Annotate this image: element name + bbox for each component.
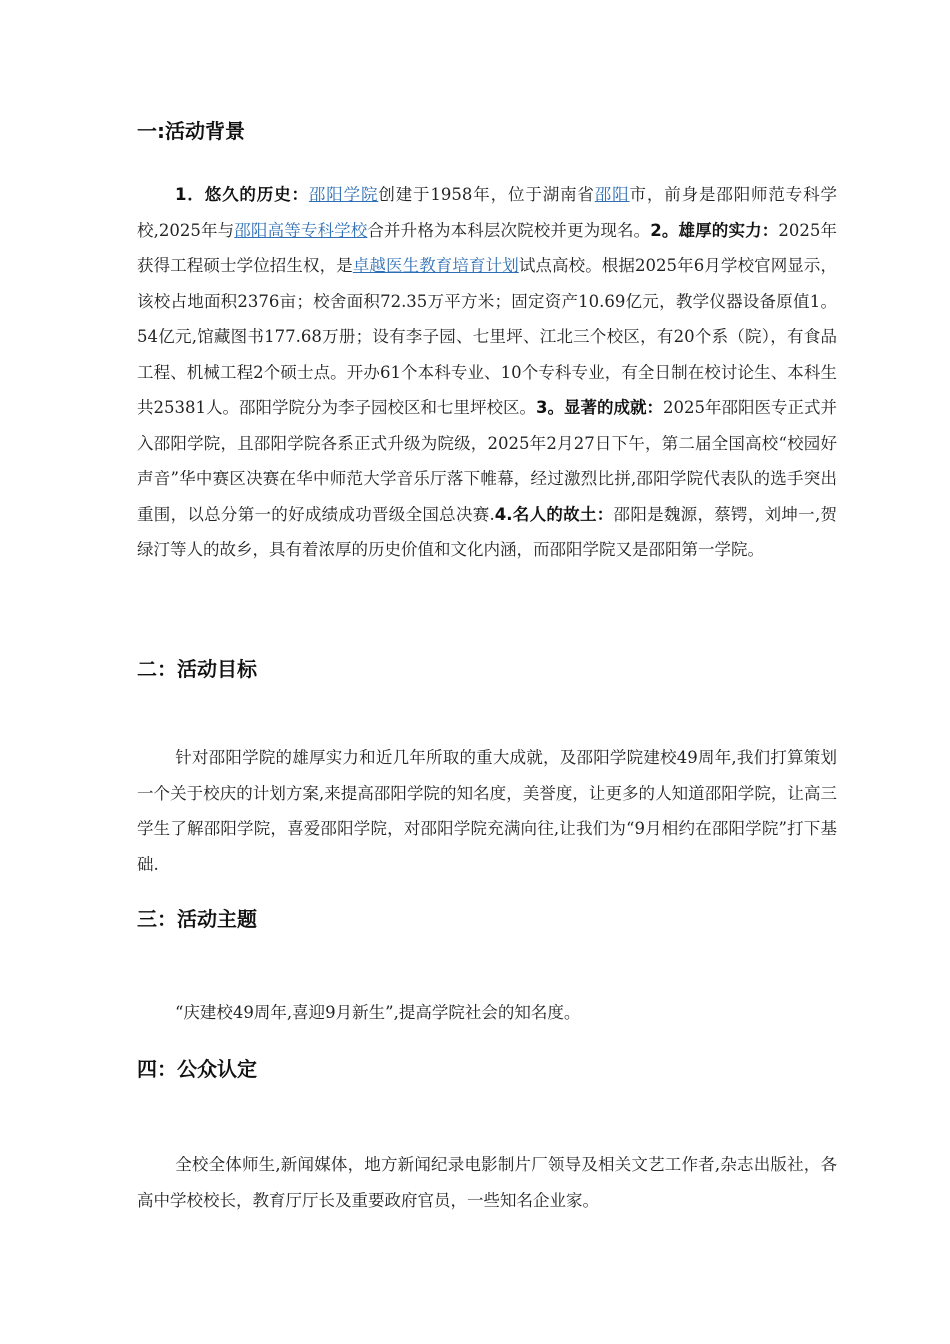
text-segment: 2025年邵阳医专正式并入邵阳学院，且邵阳学院各系正式升级为院级，2025年2月27日下午，第二届全国高校“校园好声音”华中赛区决赛在华中师范大学音乐厅落下帷幕，经过激烈比拼,邵阳学院代表队的选手突出重围，以总分第一的好成绩成功晋级全国总决赛. — [137, 398, 837, 524]
item-label-celebrities: 4.名人的故土： — [494, 504, 614, 524]
background-paragraph — [137, 177, 837, 568]
goals-text: 针对邵阳学院的雄厚实力和近几年所取的重大成就，及邵阳学院建校49周年,我们打算策划一个关于校庆的计划方案,来提高邵阳学院的知名度，美誉度，让更多的人知道邵阳学院，让高三学生了解邵阳学院，喜爱邵阳学院，对邵阳学院充满向往,让我们为“9月相约在邵阳学院”打下基础. — [137, 748, 837, 874]
item-label-achievement: 3。显著的成就： — [536, 398, 663, 417]
text-segment: 市，前身是邵阳师范专科学校,2025年与 — [137, 185, 838, 240]
text-segment: 2025年获得工程硕士学位招生权，是 — [137, 220, 837, 275]
link-excellent-doctor-plan[interactable]: 卓越医生教育培育计划 — [352, 256, 519, 275]
link-shaoyang-city[interactable]: 邵阳 — [594, 185, 630, 204]
text-segment: 邵阳是魏源，蔡锷，刘坤一,贺绿汀等人的故乡，具有着浓厚的历史价值和文化内涵，而邵阳学院又是邵阳第一学院。 — [137, 504, 838, 559]
theme-paragraph — [137, 995, 837, 1031]
public-text: 全校全体师生,新闻媒体，地方新闻纪录电影制片厂领导及相关文艺工作者,杂志出版社，各高中学校校长，教育厅厅长及重要政府官员，一些知名企业家。 — [137, 1155, 837, 1210]
public-paragraph — [137, 1147, 837, 1218]
section-heading-theme: 三：活动主题 — [137, 907, 257, 931]
link-shaoyang-university[interactable]: 邵阳学院 — [308, 185, 379, 204]
theme-text: “庆建校49周年,喜迎9月新生”,提高学院社会的知名度。 — [175, 1003, 581, 1022]
item-label-strength: 2。雄厚的实力： — [650, 220, 779, 240]
link-shaoyang-college[interactable]: 邵阳高等专科学校 — [234, 220, 368, 240]
section-heading-background: 一:活动背景 — [137, 119, 245, 143]
section-heading-goals: 二：活动目标 — [137, 657, 257, 681]
section-heading-public: 四：公众认定 — [137, 1057, 257, 1081]
text-segment: 创建于1958年，位于湖南省 — [378, 185, 595, 204]
goals-paragraph — [137, 740, 837, 882]
text-segment: 合并升格为本科层次院校并更为现名。 — [367, 220, 651, 240]
item-label-history: 1．悠久的历史： — [175, 185, 309, 204]
text-segment: 试点高校。根据2025年6月学校官网显示，该校占地面积2376亩；校舍面积72.35万平方米；固定资产10.69亿元，教学仪器设备原值1。54亿元,馆藏图书177.68万册；设有李子园、七里坪、江北三个校区，有20个系（院），有食品工程、机械工程2个硕士点。开办61个本科专业、10个专科专业，有全日制在校讨论生、本科生共25381人。邵阳学院分为李子园校区和七里坪校区。 — [137, 256, 838, 417]
